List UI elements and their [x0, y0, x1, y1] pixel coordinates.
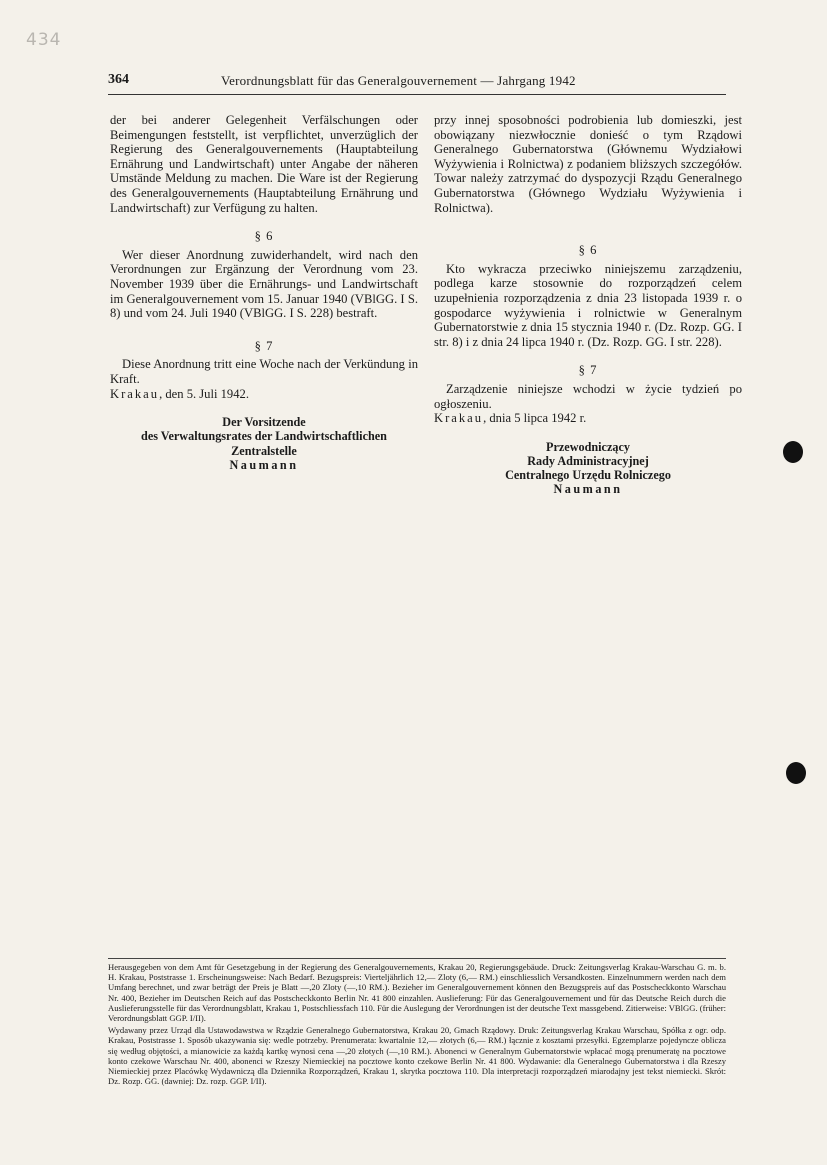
polish-place-date — [434, 411, 742, 426]
imprint-footer — [108, 962, 726, 1086]
german-signature-body: des Verwaltungsrates der Landwirtschaftlichen — [141, 429, 387, 444]
polish-place: Krakau — [434, 411, 484, 426]
footer-divider — [108, 958, 726, 959]
polish-signatory-name: Naumann — [553, 482, 623, 497]
header-divider — [108, 94, 726, 95]
german-place-date — [110, 387, 418, 402]
polish-intro-paragraph: przy innej sposobności podrobienia lub domieszki, jest obowiązany niezwłocznie donieść o tym Rządowi Generalnego Gubernatorstwa (Głównemu Wydziałowi Wyżywienia i Rolnictwa) z podaniem bliższych szczegółów. Towar należy zatrzymać do dyspozycji Rządu Generalnego Gubernatorstwa (Głównego Wydziału Wyżywienia i Rolnictwa). — [434, 113, 742, 215]
german-intro-paragraph: der bei anderer Gelegenheit Verfälschungen oder Beimengungen feststellt, ist verpflichtet, unverzüglich der Regierung des Generalgouvernements (Hauptabteilung Ernährung und Landwirtschaft) unter Angabe der näheren Umstände Meldung zu machen. Die Ware ist der Regierung des Generalgouvernements (Hauptabteilung Ernährung und Landwirtschaft) zur Verfügung zu halten. — [110, 113, 418, 215]
polish-signature-title: Przewodniczący — [546, 439, 630, 454]
german-signature-title: Der Vorsitzende — [222, 415, 306, 430]
polish-signature-office: Centralnego Urzędu Rolniczego — [505, 468, 671, 483]
polish-section-6-text: Kto wykracza przeciwko niniejszemu zarządzeniu, podlega karze stosownie do rozporządzeń celem uzupełnienia rozporządzenia z dnia 23 listopada 1939 r. o gospodarce wyżywienia i rolnictwie w Generalnym Gubernatorstwie z dnia 15 stycznia 1940 r. (Dz. Rozp. GG. I str. 8) i z dnia 24 lipca 1940 r. (Dz. Rozp. GG. I str. 228). — [434, 261, 742, 349]
page-header — [108, 72, 724, 94]
polish-section-7-text: Zarządzenie niniejsze wchodzi w życie tydzień po ogłoszeniu. — [434, 381, 742, 411]
polish-imprint: Wydawany przez Urząd dla Ustawodawstwa w Rządzie Generalnego Gubernatorstwa, Krakau 20, Gmach Rządowy. Druk: Zeitungsverlag Krakau Warschau, Spółka z ogr. odp. Krakau, Poststrasse 1. Sposób ukazywania się: wedle potrzeby. Prenumerata: kwartalnie 12,— złotych (6,— RM.) łącznie z kosztami przesyłki. Egzemplarze pojedyncze oblicza się według objętości, a mianowicie za każdą kartkę wynosi cena —,20 złotych (—,10 RM.). Abonenci w Generalnym Gubernatorstwie wpłacać mogą prenumeratę na pocztowe konto czekowe Warschau Nr. 400, abonenci w Rzeszy Niemieckiej na pocztowe konto czekowe Berlin Nr. 41 800. Wydawanie: dla Generalnego Gubernatorstwa i dla Rzeszy Niemieckiej przez Placówkę Wydawniczą dla Dziennika Rozporządzeń, Krakau 1, skrytka pocztowa 110. Dla interpretacji rozporządzeń miarodajny jest tekst niemiecki. Skrót: Dz. Rozp. GG. (dawniej: Dz. rozp. GGP. I/II). — [108, 1025, 726, 1087]
german-signature-block — [110, 415, 418, 472]
german-section-7-text: Diese Anordnung tritt eine Woche nach der Verkündung in Kraft. — [110, 357, 418, 386]
german-signature-office: Zentralstelle — [231, 443, 297, 458]
page-number: 364 — [108, 72, 129, 87]
polish-signature-body: Rady Administracyjnej — [527, 453, 649, 468]
polish-column — [434, 113, 742, 497]
german-date: , den 5. Juli 1942. — [159, 386, 249, 401]
punch-hole — [786, 762, 806, 784]
german-column — [110, 113, 418, 472]
german-section-6-heading: § 6 — [254, 229, 274, 244]
german-place: Krakau — [110, 386, 160, 401]
polish-section-7-heading: § 7 — [578, 363, 598, 378]
german-section-6-text: Wer dieser Anordnung zuwiderhandelt, wird nach den Verordnungen zur Ergänzung der Verordnung vom 23. November 1939 über die Ernährungs- und Landwirtschaft im Generalgouvernement vom 15. Januar 1940 (VBlGG. I S. 8) und vom 24. Juli 1940 (VBlGG. I S. 228) bestraft. — [110, 247, 418, 321]
german-imprint: Herausgegeben von dem Amt für Gesetzgebung in der Regierung des Generalgouvernements, Krakau 20, Regierungsgebäude. Druck: Zeitungsverlag Krakau-Warschau G. m. b. H. Krakau, Poststrasse 1. Erscheinungsweise: Nach Bedarf. Bezugspreis: Vierteljährlich 12,— Zloty (6,— RM.) einschliesslich Versandkosten. Einzelnummern werden nach dem Umfang berechnet, und zwar beträgt der Preis je Blatt —,20 Zloty (—,10 RM.). Bezieher im Generalgouvernement können den Bezugspreis auf das Postscheckkonto Warschau Nr. 400, Bezieher im Deutschen Reich auf das Postscheckkonto Berlin Nr. 41 800 einzahlen. Auslieferung: Für das Generalgouvernement und für das Deutsche Reich durch die Auslieferungsstelle für das Verordnungsblatt, Krakau 1, Postschliessfach 110. Für die Auslegung der Verordnungen ist der deutsche Text massgebend. Zitierweise: VBlGG. (früher: Verordnungsblatt GGP. I/II). — [108, 962, 726, 1024]
polish-signature-block — [434, 440, 742, 497]
running-head: Verordnungsblatt für das Generalgouvernement — Jahrgang 1942 — [221, 73, 576, 88]
punch-hole — [783, 441, 803, 463]
german-section-7-heading: § 7 — [254, 338, 274, 353]
german-signatory-name: Naumann — [229, 457, 299, 472]
polish-date: , dnia 5 lipca 1942 r. — [483, 411, 587, 426]
pencil-annotation: 434 — [26, 30, 62, 50]
polish-section-6-heading: § 6 — [578, 243, 598, 258]
